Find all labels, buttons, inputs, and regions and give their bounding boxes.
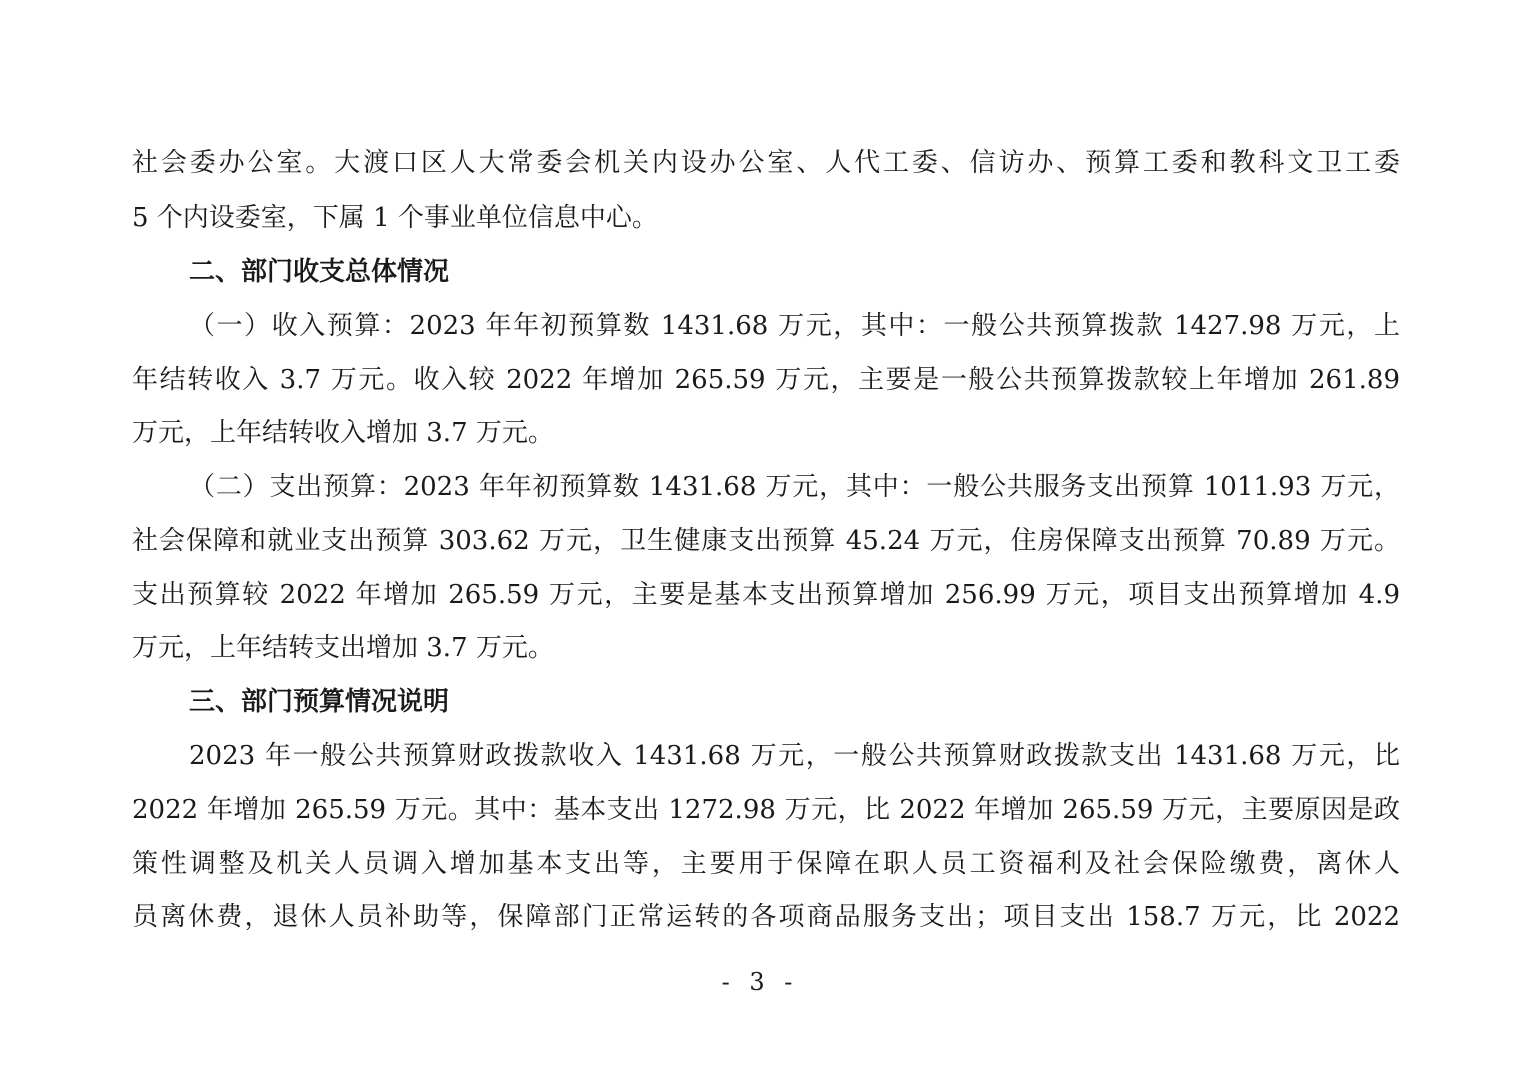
section-heading: 三、部门预算情况说明 — [189, 687, 450, 717]
paragraph-line: 策性调整及机关人员调入增加基本支出等，主要用于保障在职人员工资福利及社会保险缴费，离休人 — [132, 849, 1400, 879]
paragraph-line: 万元，上年结转收入增加 3.7 万元。 — [132, 418, 554, 448]
paragraph-line: 2023 年一般公共预算财政拨款收入 1431.68 万元，一般公共预算财政拨款支出 1431.68 万元，比 — [189, 741, 1400, 771]
page-number: - 3 - — [721, 968, 799, 996]
paragraph-line: （一）收入预算：2023 年年初预算数 1431.68 万元，其中：一般公共预算拨款 1427.98 万元，上 — [189, 311, 1400, 341]
paragraph-line: 年结转收入 3.7 万元。收入较 2022 年增加 265.59 万元，主要是一般公共预算拨款较上年增加 261.89 — [132, 365, 1400, 395]
paragraph-line: 社会委办公室。大渡口区人大常委会机关内设办公室、人代工委、信访办、预算工委和教科文卫工委 — [132, 148, 1400, 178]
paragraph-line: 支出预算较 2022 年增加 265.59 万元，主要是基本支出预算增加 256.99 万元，项目支出预算增加 4.9 — [132, 580, 1400, 610]
paragraph-line: 社会保障和就业支出预算 303.62 万元，卫生健康支出预算 45.24 万元，住房保障支出预算 70.89 万元。 — [132, 526, 1400, 556]
paragraph-line: 2022 年增加 265.59 万元。其中：基本支出 1272.98 万元，比 2022 年增加 265.59 万元，主要原因是政 — [132, 795, 1400, 825]
paragraph-line: 万元，上年结转支出增加 3.7 万元。 — [132, 633, 554, 663]
section-heading: 二、部门收支总体情况 — [189, 257, 450, 287]
paragraph-line: 5 个内设委室，下属 1 个事业单位信息中心。 — [132, 203, 658, 233]
paragraph-line: （二）支出预算：2023 年年初预算数 1431.68 万元，其中：一般公共服务支出预算 1011.93 万元， — [189, 472, 1400, 502]
paragraph-line: 员离休费，退休人员补助等，保障部门正常运转的各项商品服务支出；项目支出 158.7 万元，比 2022 — [132, 902, 1400, 932]
